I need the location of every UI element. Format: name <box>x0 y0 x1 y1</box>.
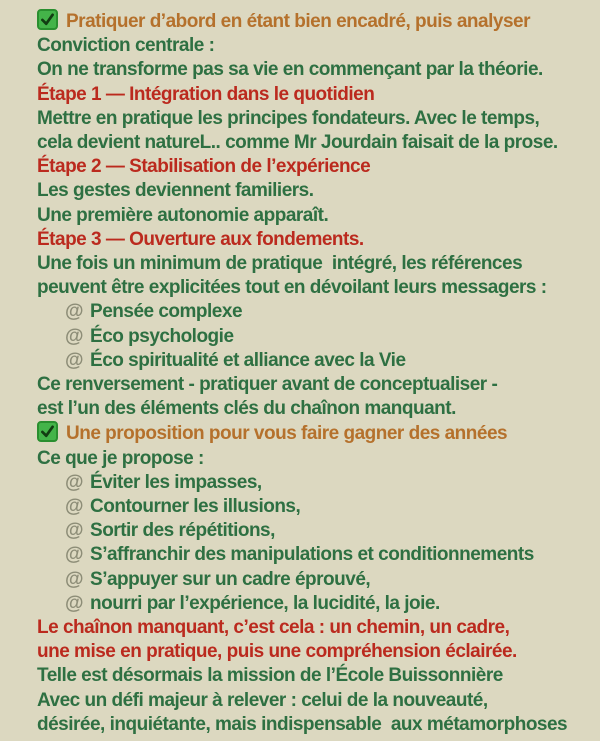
line-text: Une première autonomie apparaît. <box>37 204 329 226</box>
line-text: une mise en pratique, puis une compréhension éclairée. <box>37 641 517 663</box>
text-line <box>37 616 600 640</box>
text-line <box>37 131 600 155</box>
text-line <box>37 640 600 664</box>
line-text: Pensée complexe <box>90 301 243 323</box>
text-line <box>37 204 600 228</box>
at-bullet-icon: @ <box>65 520 84 542</box>
text-line <box>37 713 600 737</box>
line-text: Éco psychologie <box>90 325 234 347</box>
checkbox-icon <box>37 421 58 442</box>
text-line <box>37 276 600 300</box>
at-bullet-icon: @ <box>65 544 84 566</box>
line-text: Une proposition pour vous faire gagner des années <box>66 423 508 445</box>
text-line <box>37 592 600 616</box>
text-line <box>37 471 600 495</box>
text-line <box>37 325 600 349</box>
at-bullet-icon: @ <box>65 349 84 371</box>
line-text: Pratiquer d’abord en étant bien encadré, puis analyser <box>66 11 530 32</box>
at-bullet-icon: @ <box>65 301 84 323</box>
text-line <box>37 83 600 107</box>
line-text: désirée, inquiétante, mais indispensable aux métamorphoses <box>37 713 568 735</box>
line-text: peuvent être explicitées tout en dévoilant leurs messagers : <box>37 277 547 299</box>
line-text: Une fois un minimum de pratique intégré, les références <box>37 253 523 275</box>
text-line <box>37 300 600 324</box>
text-line <box>37 58 600 82</box>
text-line <box>37 34 600 58</box>
checkbox-icon <box>37 9 58 30</box>
text-line <box>37 397 600 421</box>
line-text: Étape 3 — Ouverture aux fondements. <box>37 228 364 250</box>
line-text: est l’un des éléments clés du chaînon manquant. <box>37 398 456 420</box>
line-text: On ne transforme pas sa vie en commençant par la théorie. <box>37 59 543 81</box>
line-text: Éviter les impasses, <box>90 471 262 493</box>
line-text: Ce renversement - pratiquer avant de conceptualiser - <box>37 374 498 396</box>
text-line <box>37 495 600 519</box>
line-text: nourri par l’expérience, la lucidité, la joie. <box>90 592 440 614</box>
at-bullet-icon: @ <box>65 471 84 493</box>
section-heading <box>37 9 600 34</box>
at-bullet-icon: @ <box>65 496 84 518</box>
text-line <box>37 155 600 179</box>
text-line <box>37 568 600 592</box>
text-line <box>37 373 600 397</box>
text-line <box>37 179 600 203</box>
text-line <box>37 228 600 252</box>
line-text: Telle est désormais la mission de l’École Buissonnière <box>37 665 503 687</box>
text-line <box>37 664 600 688</box>
at-bullet-icon: @ <box>65 568 84 590</box>
line-text: Éco spiritualité et alliance avec la Vie <box>90 349 406 371</box>
at-bullet-icon: @ <box>65 592 84 614</box>
text-line <box>37 519 600 543</box>
text-line <box>37 107 600 131</box>
section-heading <box>37 421 600 446</box>
line-text: Les gestes deviennent familiers. <box>37 180 314 202</box>
line-text: Mettre en pratique les principes fondateurs. Avec le temps, <box>37 107 540 129</box>
line-text: S’affranchir des manipulations et conditionnements <box>90 544 534 566</box>
line-text: cela devient natureL.. comme Mr Jourdain faisait de la prose. <box>37 132 558 154</box>
line-text: Sortir des répétitions, <box>90 520 275 542</box>
at-bullet-icon: @ <box>65 325 84 347</box>
text-line <box>37 689 600 713</box>
text-line <box>37 349 600 373</box>
line-text: S’appuyer sur un cadre éprouvé, <box>90 568 371 590</box>
text-line <box>37 252 600 276</box>
text-line <box>37 543 600 567</box>
line-text: Contourner les illusions, <box>90 496 301 518</box>
line-text: Étape 2 — Stabilisation de l’expérience <box>37 156 371 178</box>
line-text: Conviction centrale : <box>37 35 215 57</box>
line-text: Le chaînon manquant, c’est cela : un chemin, un cadre, <box>37 617 510 639</box>
text-content <box>37 9 600 737</box>
line-text: Avec un défi majeur à relever : celui de la nouveauté, <box>37 689 488 711</box>
line-text: Étape 1 — Intégration dans le quotidien <box>37 83 375 105</box>
line-text: Ce que je propose : <box>37 447 204 469</box>
text-line <box>37 447 600 471</box>
